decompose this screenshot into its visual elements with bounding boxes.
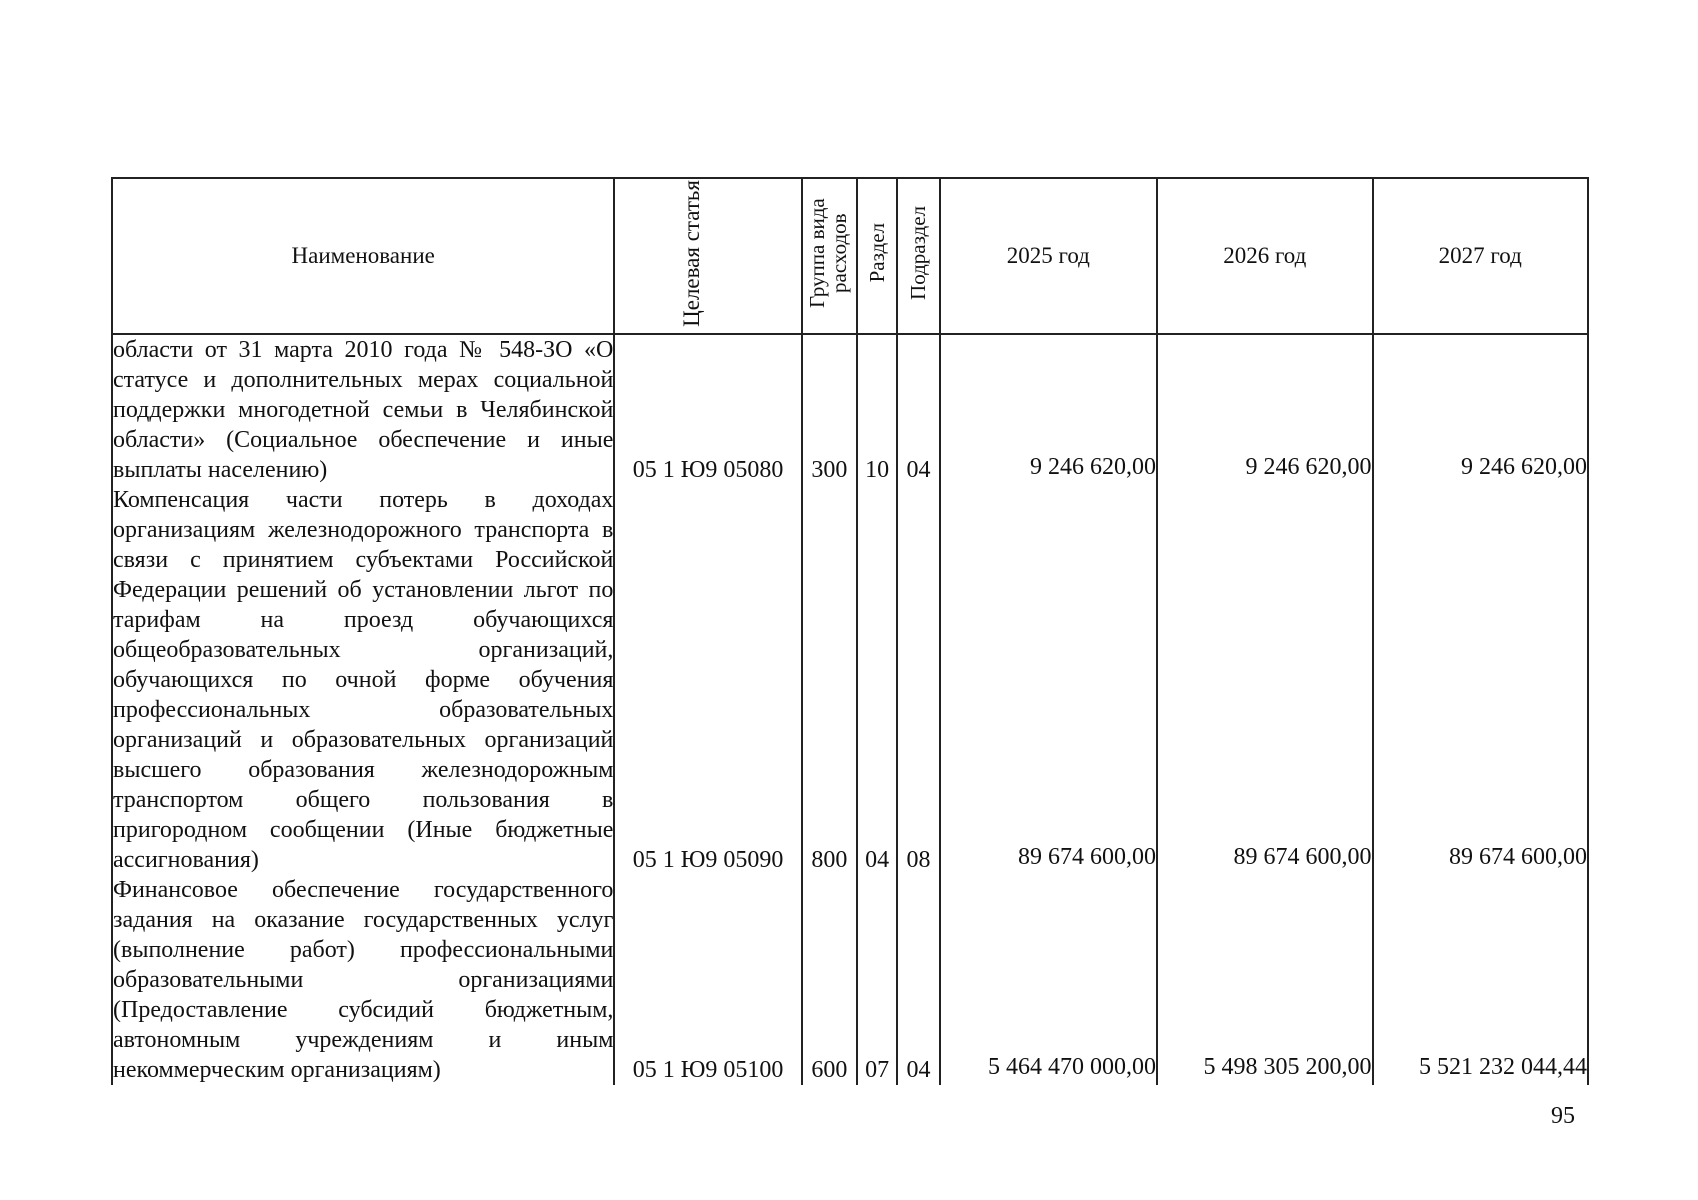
row-section: 04 <box>857 485 897 875</box>
row-amount-2025: 5 464 470 000,00 <box>940 875 1157 1085</box>
row-amount-2027: 89 674 600,00 <box>1373 485 1589 875</box>
row-amount-2026: 5 498 305 200,00 <box>1157 875 1372 1085</box>
row-amount-2025: 9 246 620,00 <box>940 334 1157 485</box>
page-number: 95 <box>1551 1103 1575 1129</box>
row-expense-group: 300 <box>802 334 857 485</box>
row-name: Финансовое обеспечение государственного задания на оказание государственных услуг (выполнение работ) профессиональными образовательными организациями (Предоставление субсидий бюджетным, автономным учреждениям и иным некоммерческим организациям) <box>113 877 614 1083</box>
row-subsection: 04 <box>897 875 939 1085</box>
header-year-2026: 2026 год <box>1157 178 1372 334</box>
table-row <box>112 334 1588 485</box>
row-target-article: 05 1 Ю9 05080 <box>614 334 801 485</box>
table-header-row <box>112 178 1588 334</box>
row-amount-2025: 89 674 600,00 <box>940 485 1157 875</box>
header-subsection: Подраздел <box>897 178 939 334</box>
row-section: 10 <box>857 334 897 485</box>
header-year-2025: 2025 год <box>940 178 1157 334</box>
budget-table <box>111 177 1589 1085</box>
row-name: Компенсация части потерь в доходах организациям железнодорожного транспорта в связи с принятием субъектами Российской Федерации решений об установлении льгот по тарифам на проезд обучающихся общеобразовательных организаций, обучающихся по очной форме обучения профессиональных образовательных организаций и образовательных организаций высшего образования железнодорожным транспортом общего пользования в пригородном сообщении (Иные бюджетные ассигнования) <box>113 487 614 873</box>
header-target-article: Целевая статья <box>614 178 801 334</box>
row-amount-2026: 89 674 600,00 <box>1157 485 1372 875</box>
table-row <box>112 485 1588 875</box>
row-subsection: 08 <box>897 485 939 875</box>
header-name: Наименование <box>112 178 614 334</box>
row-expense-group: 800 <box>802 485 857 875</box>
header-expense-group: Группа вида расходов <box>802 178 857 334</box>
row-name: области от 31 марта 2010 года № 548-ЗО «О статусе и дополнительных мерах социальной поддержки многодетной семьи в Челябинской области» (Социальное обеспечение и иные выплаты населению) <box>112 334 614 485</box>
header-year-2027: 2027 год <box>1373 178 1589 334</box>
row-amount-2027: 5 521 232 044,44 <box>1373 875 1589 1085</box>
header-section: Раздел <box>857 178 897 334</box>
row-amount-2026: 9 246 620,00 <box>1157 334 1372 485</box>
row-subsection: 04 <box>897 334 939 485</box>
row-expense-group: 600 <box>802 875 857 1085</box>
row-amount-2027: 9 246 620,00 <box>1373 334 1589 485</box>
row-section: 07 <box>857 875 897 1085</box>
row-target-article: 05 1 Ю9 05090 <box>614 485 801 875</box>
row-target-article: 05 1 Ю9 05100 <box>614 875 801 1085</box>
table-row <box>112 875 1588 1085</box>
